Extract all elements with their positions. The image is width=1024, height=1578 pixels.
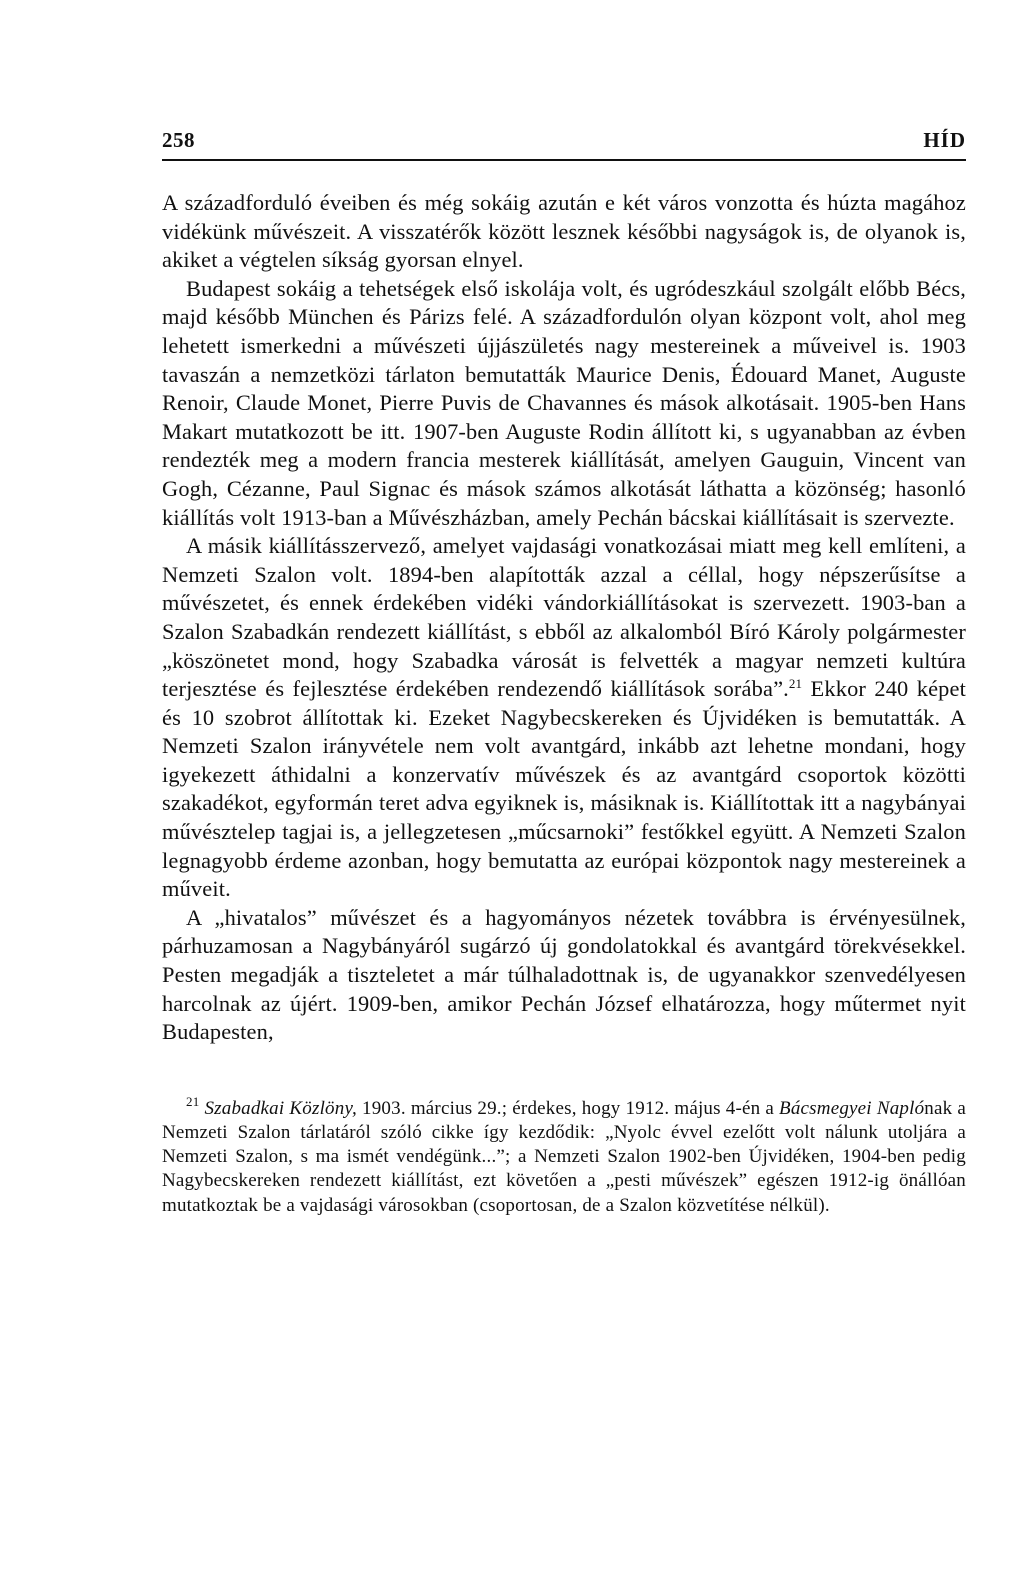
- footnote-text-a: 1903. március 29.; érdekes, hogy 1912. május 4-én a: [356, 1097, 780, 1119]
- footnote-text-b: nak a Nemzeti Szalon tárlatáról szóló cikke így kezdődik: „Nyolc évvel ezelőtt volt nálunk utoljára a Nemzeti Szalon, s ma ismét vendégünk...”; a Nemzeti Szalon 1902-ben Újvidéken, 1904-ben pedig Nagybecskereken rendezett kiállítást, ezt követően a „pesti művészek” egészen 1912-ig önállóan mutatkoztak be a vajdasági városokban (csoportosan, de a Szalon közvetítése nélkül).: [162, 1097, 966, 1216]
- paragraph-4: A „hivatalos” művészet és a hagyományos nézetek továbbra is érvényesülnek, párhuzamosan a Nagybányáról sugárzó új gondolatokkal és avantgárd törekvésekkel. Pesten megadják a tiszteletet a már túlhaladottnak is, de ugyanakkor szenvedélyesen harcolnak az újért. 1909-ben, amikor Pechán József elhatározza, hogy műtermet nyit Budapesten,: [162, 904, 966, 1045]
- paragraph-2: Budapest sokáig a tehetségek első iskolája volt, és ugródeszkául szolgált előbb Bécs, majd később München és Párizs felé. A századfordulón olyan központ volt, ahol meg lehetett ismerkedni a művészeti újjászületés nagy mestereinek a műveivel is. 1903 tavaszán a nemzetközi tárlaton bemutatták Maurice Denis, Édouard Manet, Auguste Renoir, Claude Monet, Pierre Puvis de Chavannes és mások alkotásait. 1905-ben Hans Makart mutatkozott be itt. 1907-ben Auguste Rodin állított ki, s ugyanabban az évben rendezték meg a modern francia mesterek kiállítását, amelyen Gauguin, Vincent van Gogh, Cézanne, Paul Signac és mások számos alkotását láthatta a közönség; hasonló kiállítás volt 1913-ban a Művészházban, amely Pechán bácskai kiállításait is szervezte.: [162, 275, 966, 530]
- footnotes: [162, 1093, 966, 1218]
- body-text: [162, 189, 966, 1047]
- journal-title: HÍD: [923, 128, 966, 152]
- running-header: [162, 128, 966, 161]
- footnote-number: 21: [186, 1093, 200, 1109]
- paragraph-3: [162, 532, 966, 904]
- paragraph-3-text-b: Ekkor 240 képet és 10 szobrot állítottak ki. Ezeket Nagybecskereken és Újvidéken is bemutatták. A Nemzeti Szalon irányvétele nem volt avantgárd, inkább azt lehetne mondani, hogy igyekezett áthidalni a konzervatív művészek és az avantgárd csoportok közötti szakadékot, egyformán teret adva egyiknek is, másiknak is. Kiállítottak itt a nagybányai művésztelep tagjai is, a jellegzetesen „műcsarnoki” festőkkel együtt. A Nemzeti Szalon legnagyobb érdeme azonban, hogy bemutatta az európai központok nagy mestereinek a műveit.: [162, 676, 966, 902]
- page-number: 258: [162, 128, 195, 152]
- footnote-source-title-2: Bácsmegyei Napló: [779, 1097, 925, 1119]
- paragraph-1: A századforduló éveiben és még sokáig azután e két város vonzotta és húzta magához vidékünk művészeit. A visszatérők között lesznek későbbi nagyságok is, de olyanok is, akiket a végtelen síkság gyorsan elnyel.: [162, 190, 966, 273]
- paragraph-3-text-a: A másik kiállításszervező, amelyet vajdasági vonatkozásai miatt meg kell említeni, a Nemzeti Szalon volt. 1894-ben alapították azzal a céllal, hogy népszerűsítse a művészetet, és ennek érdekében vidéki vándorkiállításokat is szervezett. 1903-ban a Szalon Szabadkán rendezett kiállítást, s ebből az alkalomból Bíró Károly polgármester „köszönetet mond, hogy Szabadka városát is felvették a magyar nemzeti kultúra terjesztése és fejlesztése érdekében rendezendő kiállítások sorába”.: [162, 533, 966, 702]
- footnote-21: [162, 1093, 966, 1218]
- page: [162, 128, 966, 1218]
- footnote-source-title: Szabadkai Közlöny,: [204, 1097, 357, 1119]
- footnote-reference[interactable]: 21: [788, 676, 803, 692]
